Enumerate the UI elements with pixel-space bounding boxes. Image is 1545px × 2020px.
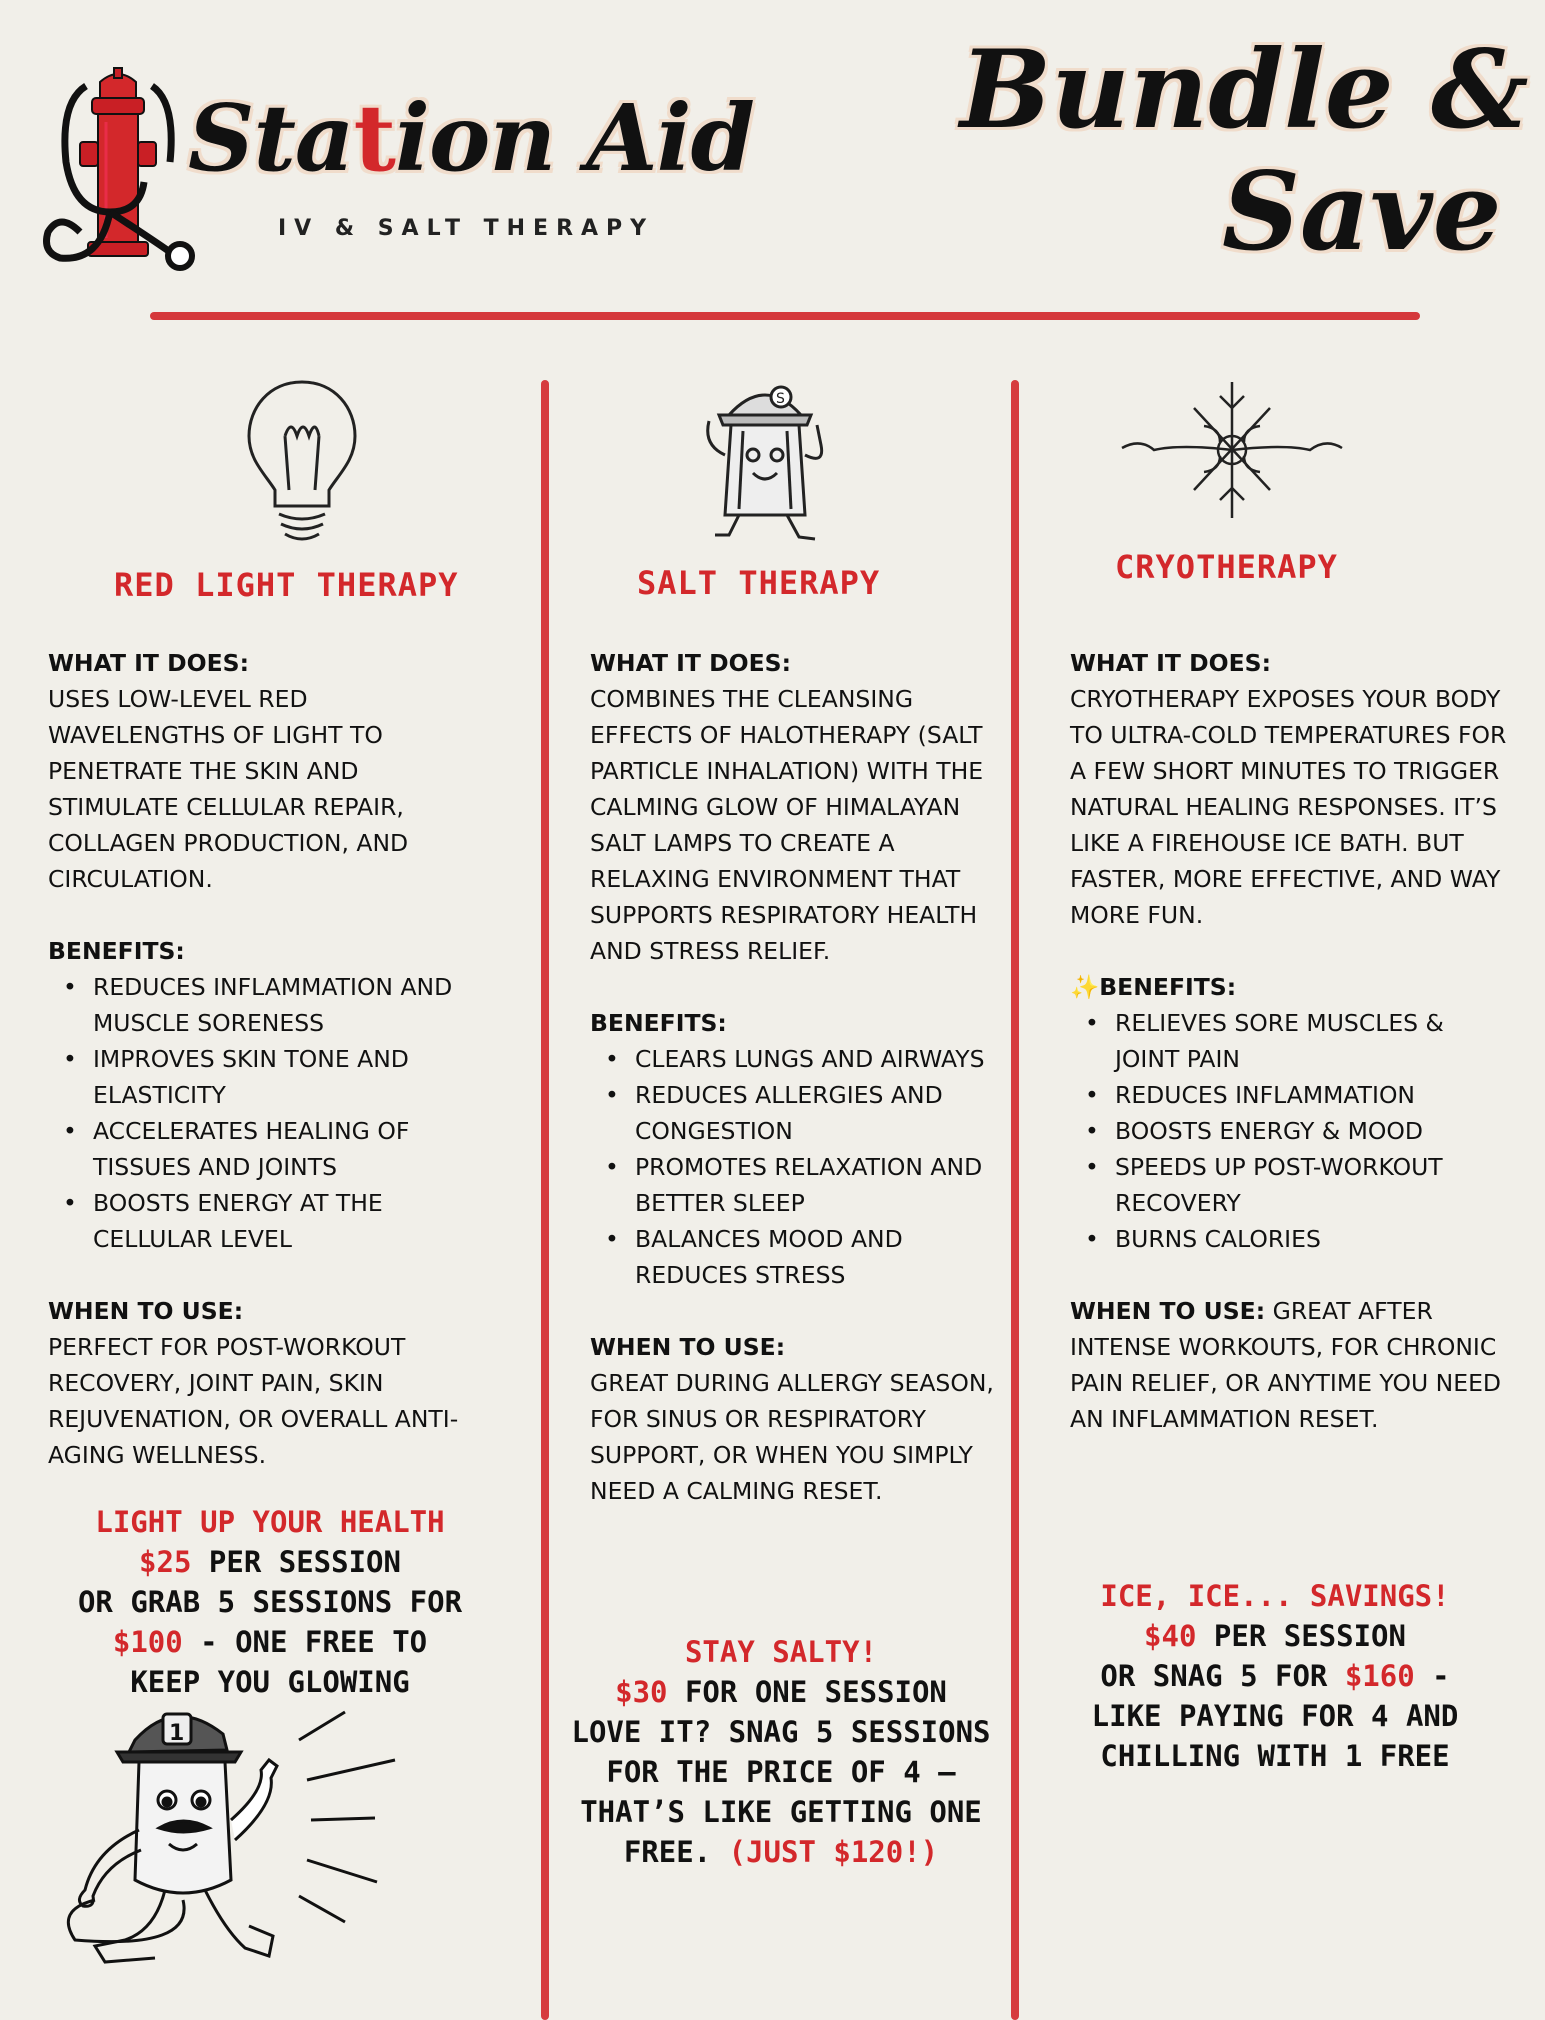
when-to-use-heading: WHEN TO USE:	[1070, 1297, 1266, 1325]
list-item: • SPEEDS UP POST-WORKOUT RECOVERY	[1115, 1149, 1510, 1221]
list-item: • PROMOTES RELAXATION AND BETTER SLEEP	[635, 1149, 1000, 1221]
when-to-use-text: PERFECT FOR POST-WORKOUT RECOVERY, JOINT PAIN, SKIN REJUVENATION, OR OVERALL ANTI-AGING WELLNESS.	[48, 1333, 459, 1469]
svg-text:1: 1	[169, 1721, 185, 1746]
snowflake-icon	[1120, 378, 1345, 523]
red-light-promo	[70, 1502, 470, 1702]
list-item: • BOOSTS ENERGY & MOOD	[1115, 1113, 1510, 1149]
bundle-save-title-line2: Save	[1222, 149, 1502, 275]
benefits-heading: BENEFITS:	[590, 1009, 727, 1037]
what-it-does-text: CRYOTHERAPY EXPOSES YOUR BODY TO ULTRA-COLD TEMPERATURES FOR A FEW SHORT MINUTES TO TRIGGER NATURAL HEALING RESPONSES. IT’S LIKE A FIREHOUSE ICE BATH. BUT FASTER, MORE EFFECTIVE, AND WAY MORE FUN.	[1070, 685, 1507, 929]
light-bulb-icon	[245, 378, 360, 550]
promo-text: PER SESSION	[1196, 1619, 1406, 1653]
list-item: • BALANCES MOOD AND REDUCES STRESS	[635, 1221, 1000, 1293]
what-it-does-heading: WHAT IT DOES:	[1070, 649, 1271, 677]
red-light-therapy-column	[48, 645, 488, 1473]
iv-bag-firefighter-mascot-icon	[55, 1700, 475, 1970]
promo-text: LOVE IT? SNAG 5 SESSIONS FOR THE PRICE OF 4 — THAT’S LIKE GETTING ONE FREE.	[571, 1715, 991, 1869]
column-divider-right	[1011, 380, 1019, 2020]
promo-tagline: ICE, ICE... SAVINGS!	[1100, 1579, 1450, 1613]
logo-subtitle: IV & SALT THERAPY	[278, 216, 655, 241]
list-item: • IMPROVES SKIN TONE AND ELASTICITY	[93, 1041, 488, 1113]
cryotherapy-column	[1070, 645, 1510, 1437]
promo-bundle-price: (JUST $120!)	[728, 1835, 939, 1869]
salt-therapy-column	[590, 645, 1000, 1509]
promo-text: - LIKE PAYING FOR 4 AND CHILLING WITH 1 FREE	[1091, 1659, 1459, 1773]
promo-price: $30	[615, 1675, 668, 1709]
list-item: • REDUCES ALLERGIES AND CONGESTION	[635, 1077, 1000, 1149]
when-to-use-text: GREAT DURING ALLERGY SEASON, FOR SINUS OR RESPIRATORY SUPPORT, OR WHEN YOU SIMPLY NEED A CALMING RESET.	[590, 1369, 994, 1505]
what-it-does-heading: WHAT IT DOES:	[590, 649, 791, 677]
list-item: • REDUCES INFLAMMATION AND MUSCLE SORENESS	[93, 969, 488, 1041]
header-divider	[150, 312, 1420, 320]
benefits-heading: BENEFITS:	[48, 937, 185, 965]
bundle-save-title-line1: Bundle &	[960, 27, 1529, 153]
promo-price: $25	[139, 1545, 192, 1579]
cryotherapy-title: CRYOTHERAPY	[1115, 548, 1338, 586]
list-item: • CLEARS LUNGS AND AIRWAYS	[635, 1041, 1000, 1077]
list-item: • REDUCES INFLAMMATION	[1115, 1077, 1510, 1113]
red-light-therapy-title: RED LIGHT THERAPY	[114, 566, 459, 604]
when-to-use-heading: WHEN TO USE:	[48, 1297, 244, 1325]
list-item: • ACCELERATES HEALING OF TISSUES AND JOINTS	[93, 1113, 488, 1185]
sparkle-icon: ✨	[1070, 973, 1100, 1001]
promo-tagline: LIGHT UP YOUR HEALTH	[95, 1505, 445, 1539]
promo-text: - ONE FREE TO KEEP YOU GLOWING	[130, 1625, 428, 1699]
cryotherapy-promo	[1060, 1576, 1490, 1776]
benefits-list	[1070, 1005, 1510, 1257]
salt-therapy-promo	[566, 1632, 996, 1872]
when-to-use-heading: WHEN TO USE:	[590, 1333, 786, 1361]
promo-text: OR GRAB 5 SESSIONS FOR	[77, 1585, 463, 1619]
what-it-does-text: COMBINES THE CLEANSING EFFECTS OF HALOTHERAPY (SALT PARTICLE INHALATION) WITH THE CALMING GLOW OF HIMALAYAN SALT LAMPS TO CREATE A RELAXING ENVIRONMENT THAT SUPPORTS RESPIRATORY HEALTH AND STRESS RELIEF.	[590, 685, 984, 965]
list-item: • BURNS CALORIES	[1115, 1221, 1510, 1257]
what-it-does-heading: WHAT IT DOES:	[48, 649, 249, 677]
svg-text:S: S	[776, 391, 785, 407]
benefits-list	[590, 1041, 1000, 1293]
column-divider-left	[541, 380, 549, 2020]
what-it-does-text: USES LOW-LEVEL RED WAVELENGTHS OF LIGHT TO PENETRATE THE SKIN AND STIMULATE CELLULAR REPAIR, COLLAGEN PRODUCTION, AND CIRCULATION.	[48, 685, 409, 893]
list-item: • BOOSTS ENERGY AT THE CELLULAR LEVEL	[93, 1185, 488, 1257]
benefits-list	[48, 969, 488, 1257]
salt-shaker-firefighter-icon	[695, 375, 835, 553]
promo-price: $40	[1144, 1619, 1197, 1653]
promo-text: OR SNAG 5 FOR	[1100, 1659, 1345, 1693]
promo-text: PER SESSION	[191, 1545, 401, 1579]
logo-hydrant-icon	[40, 62, 200, 280]
benefits-heading: BENEFITS:	[1099, 973, 1237, 1001]
promo-bundle-price: $160	[1344, 1659, 1415, 1693]
logo-cross-t: t	[353, 84, 396, 192]
list-item: • RELIEVES SORE MUSCLES & JOINT PAIN	[1115, 1005, 1510, 1077]
promo-tagline: STAY SALTY!	[684, 1635, 878, 1669]
when-to-use-text: GREAT AFTER INTENSE WORKOUTS, FOR CHRONIC PAIN RELIEF, OR ANYTIME YOU NEED AN INFLAMMATION RESET.	[1070, 1297, 1502, 1433]
promo-bundle-price: $100	[112, 1625, 183, 1659]
logo-wordmark: Station Aid	[188, 84, 754, 192]
promo-text: FOR ONE SESSION	[667, 1675, 947, 1709]
salt-therapy-title: SALT THERAPY	[637, 564, 881, 602]
